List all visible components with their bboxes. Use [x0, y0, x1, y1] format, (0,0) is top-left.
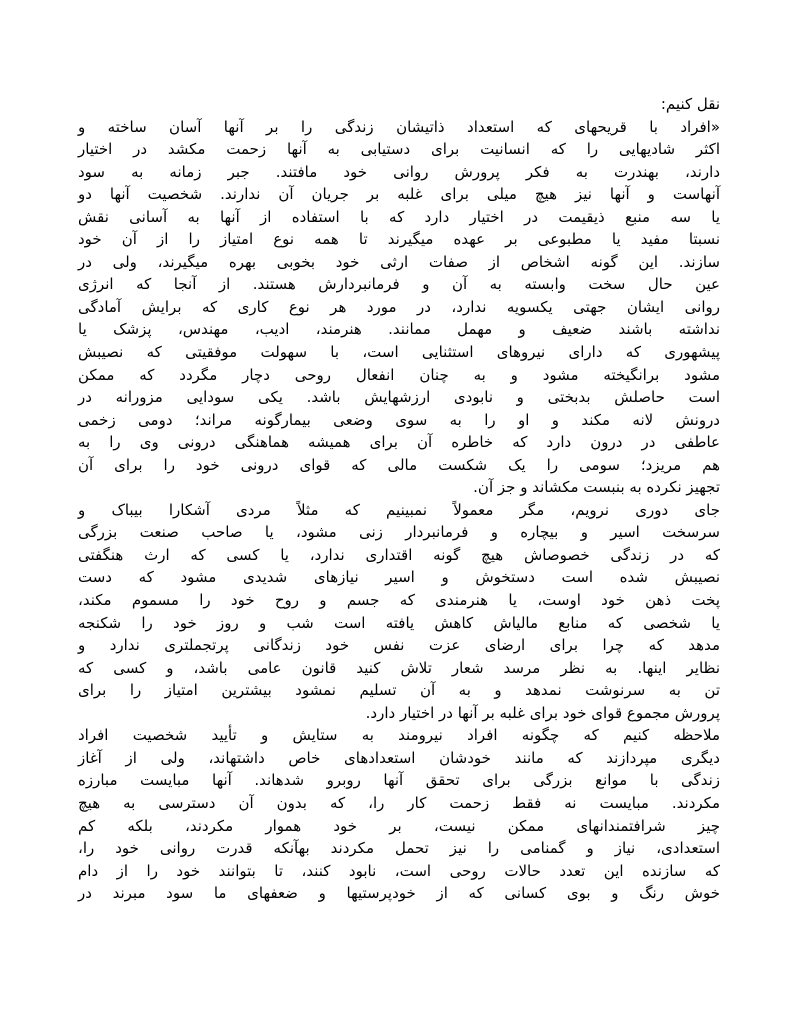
text-line: مشود برانگیخته مشود و به چنان انفعال روحی دچار مگردد که ممکن	[78, 365, 720, 384]
text-line: سرسخت اسیر و بیچاره و فرمانبردار زنی مشود، یا صاحب صنعت بزرگی	[78, 523, 720, 542]
text-line: هم مریزد؛ سومی را یک شکست مالی که قوای درونی خود را برای آن	[78, 455, 720, 474]
text-line: پخت ذهن خود اوست، یا هنرمندی که جسم و روح خود را مسموم مکند،	[78, 591, 720, 610]
text-line: مدهد که چرا برای ارضای عزت نفس خود زندگانی پرتجملتری ندارد و	[78, 636, 720, 655]
text-line: سازند. این گونه اشخاص از صفات ارثی خود بخوبی بهره میگیرند، ولی در	[78, 252, 720, 271]
text-line: خوش رنگ و بوی کسانی که از خودپرستیها و ضعفهای ما سود مبرند در	[78, 884, 720, 903]
text-line: «افراد با قریحهای که استعداد ذاتیشان زندگی را بر آنها آسان ساخته و	[78, 117, 720, 136]
text-line: دیگری مپردازند که مانند خودشان استعدادهای خاص داشتهاند، ولی از آغاز	[78, 748, 720, 767]
body-text	[78, 93, 720, 905]
text-line: آنهاست و آنها نیز هیچ میلی برای غلبه بر جریان آن ندارند. شخصیت آنها دو	[78, 185, 720, 204]
text-line: روانی ایشان جهتی یکسویه ندارد، در مورد هر نوع کاری که برایش آمادگی	[78, 297, 720, 316]
text-line: درونش لانه مکند و او را به سوی وضعی بیمارگونه مراند؛ دومی زخمی	[78, 410, 720, 429]
text-line: پرورش مجموع قوای خود برای غلبه بر آنها در اختیار دارد.	[365, 703, 720, 722]
text-line: ملاحظه کنیم که چگونه افراد نیرومند به ستایش و تأیید شخصیت افراد	[78, 726, 720, 745]
text-line: نظایر اینها. به نظر مرسد شعار تلاش کنید قانون عامی باشد، و کسی که	[78, 658, 720, 677]
text-line: که در زندگی خصوصاش هیچ گونه اقتداری ندارد، یا کسی که ارث هنگفتی	[78, 545, 720, 564]
text-line: دارند، بهندرت به فکر پرورش روانی خود مافتند. جبر زمانه به سود	[78, 162, 720, 181]
text-line: نصیبش شده است دستخوش و اسیر نیازهای شدیدی مشود که دست	[78, 568, 720, 587]
text-line: یا سه منبع ذیقیمت در اختیار دارد که با استفاده از آنها به آسانی نقش	[78, 207, 720, 226]
text-line: که سازنده این تعدد حالات روحی است، نابود کنند، تا بتوانند خود را از دام	[78, 861, 720, 880]
text-line: نقل کنیم:	[660, 95, 720, 113]
text-line: عین حال سخت وابسته به آن و فرمانبردارش هستند. از آنجا که انرژی	[78, 275, 720, 294]
text-line: مکردند. مبایست نه فقط زحمت کار را، که بدون آن دسترسی به هیچ	[78, 793, 720, 812]
text-line: عاطفی در درون دارد که خاطره آن برای همیشه هماهنگی درونی وی را به	[78, 433, 720, 452]
text-line: تجهیز نکرده به بنبست مکشاند و جز آن.	[473, 478, 720, 497]
text-line: اکثر شادیهایی را که انسانیت برای دستیابی به آنها زحمت مکشد در اختیار	[78, 140, 720, 159]
text-line: چیز شرافتمندانهای ممکن نیست، بر خود هموار مکردند، بلکه کم	[78, 816, 720, 835]
text-line: نداشته باشند ضعیف و مهمل ممانند. هنرمند، ادیب، مهندس، پزشک یا	[78, 320, 720, 339]
text-line: است حاصلش بدبختی و نابودی ارزشهایش باشد. یکی سودایی مزورانه در	[78, 388, 720, 407]
text-line: تن به سرنوشت نمدهد و به آن تسلیم نمشود بیشترین امتیاز را برای	[78, 681, 720, 700]
text-line: نسبتا مفید یا مطبوعی بر عهده میگیرند تا همه نوع امتیاز را از آن خود	[78, 230, 720, 249]
text-line: جای دوری نرویم، مگر معمولاً نمبینیم که مثلاً مردی آشکارا بیباک و	[78, 500, 720, 519]
text-line: زندگی با موانع بزرگی برای تحقق آنها روبرو شدهاند. آنها مبایست مبارزه	[78, 771, 720, 790]
text-line: استعدادی، نیاز و گمنامی را نیز تحمل مکردند بهآنکه قدرت روانی خود را،	[78, 839, 720, 858]
text-line: یا شخصی که منابع مالیاش کاهش یافته است شب و روز خود را شکنجه	[78, 613, 720, 632]
text-line: پیشهوری که دارای نیروهای استثنایی است، با سهولت موفقیتی که نصیبش	[78, 343, 720, 362]
